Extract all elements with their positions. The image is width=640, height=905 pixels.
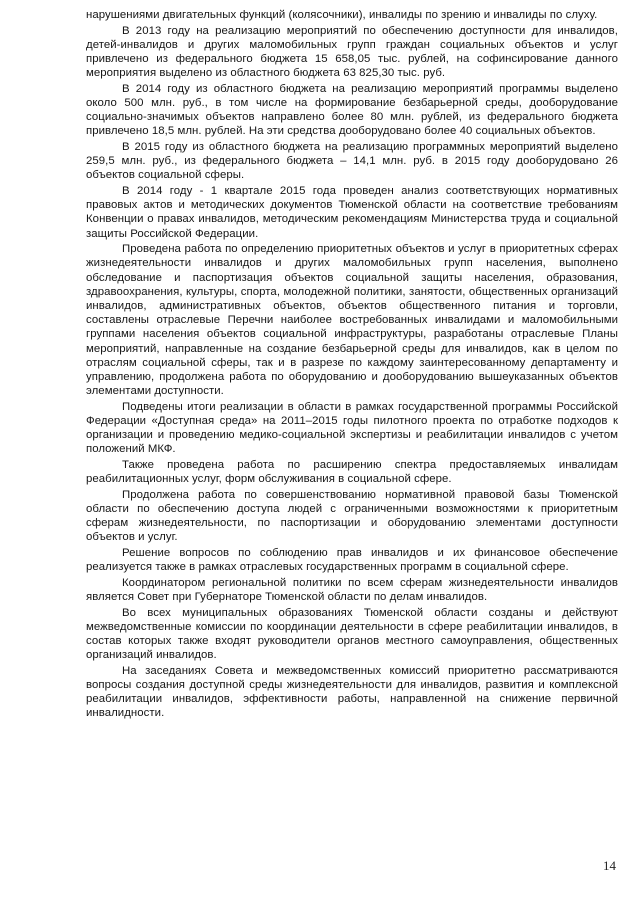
paragraph: Координатором региональной политики по всем сферам жизнедеятельности инвалидов является Совет при Губернаторе Тюменской области по делам инвалидов.: [86, 576, 618, 604]
paragraph: Подведены итоги реализации в области в рамках государственной программы Российской Федерации «Доступная среда» на 2011–2015 годы пилотного проекта по отработке подходов к организации и проведению медико-социальной экспертизы и реабилитации инвалидов с учетом положений МКФ.: [86, 400, 618, 456]
paragraph: Во всех муниципальных образованиях Тюменской области созданы и действуют межведомственные комиссии по координации деятельности в сфере реабилитации инвалидов, в состав которых также входят руководители органов местного самоуправления, общественных организаций инвалидов.: [86, 606, 618, 662]
page-number: 14: [603, 858, 616, 873]
paragraph: В 2014 году - 1 квартале 2015 года проведен анализ соответствующих нормативных правовых актов и методических документов Тюменской области на соответствие требованиям Конвенции о правах инвалидов, методическим рекомендациям Министерства труда и социальной защиты Российской Федерации.: [86, 185, 618, 240]
paragraph: Решение вопросов по соблюдению прав инвалидов и их финансовое обеспечение реализуется также в рамках отраслевых государственных программ в социальной сфере.: [86, 547, 618, 574]
paragraph: Продолжена работа по совершенствованию нормативной правовой базы Тюменской области по обеспечению доступа людей с ограниченными возможностями к приоритетным сферам жизнедеятельности, по паспортизации и оборудованию элементами доступности объектов и услуг.: [86, 488, 618, 544]
paragraph: Также проведена работа по расширению спектра предоставляемых инвалидам реабилитационных услуг, форм обслуживания в социальной сфере.: [86, 459, 618, 486]
paragraph: На заседаниях Совета и межведомственных комиссий приоритетно рассматриваются вопросы создания доступной среды жизнедеятельности для инвалидов, развития и комплексной реабилитации инвалидов, эффективности работы, направленной на снижение первичной инвалидности.: [86, 664, 618, 720]
paragraph: В 2015 году из областного бюджета на реализацию программных мероприятий выделено 259,5 млн. руб., из федерального бюджета – 14,1 млн. руб. в 2015 году дооборудовано 26 объектов социальной сферы.: [86, 141, 618, 182]
body-text: [86, 8, 618, 722]
paragraph: Проведена работа по определению приоритетных объектов и услуг в приоритетных сферах жизнедеятельности инвалидов и других маломобильных групп населения, выполнено обследование и паспортизация объектов социальной защиты населения, образования, здравоохранения, культуры, спорта, молодежной политики, занятости, общественных организаций инвалидов, административных объектов, объектов общественного питания и торговли, составлены отраслевые Перечни наиболее востребованных инвалидами и маломобильными группами населения объектов социальной инфраструктуры, разработаны отраслевые Планы мероприятий, направленные на создание безбарьерной среды для инвалидов, как в целом по отраслям социальной сферы, так и в разрезе по каждому заинтересованному департаменту и управлению, продолжена работа по оборудованию и дооборудованию вышеуказанных объектов элементами доступности.: [86, 243, 618, 398]
paragraph: В 2014 году из областного бюджета на реализацию мероприятий программы выделено около 500 млн. руб., в том числе на формирование безбарьерной среды, дооборудование социально-значимых объектов направлено более 80 млн. рублей, из федерального бюджета привлечено 18,5 млн. рублей. На эти средства дооборудовано более 40 социальных объектов.: [86, 82, 618, 138]
paragraph: В 2013 году на реализацию мероприятий по обеспечению доступности для инвалидов, детей-инвалидов и других маломобильных групп граждан социальных объектов и услуг привлечено из федерального бюджета 15 658,05 тыс. рублей, на софинсирование данного мероприятия выделено из областного бюджета 63 825,30 тыс. руб.: [86, 24, 618, 80]
paragraph: нарушениями двигательных функций (колясочники), инвалиды по зрению и инвалиды по слуху.: [86, 9, 598, 21]
